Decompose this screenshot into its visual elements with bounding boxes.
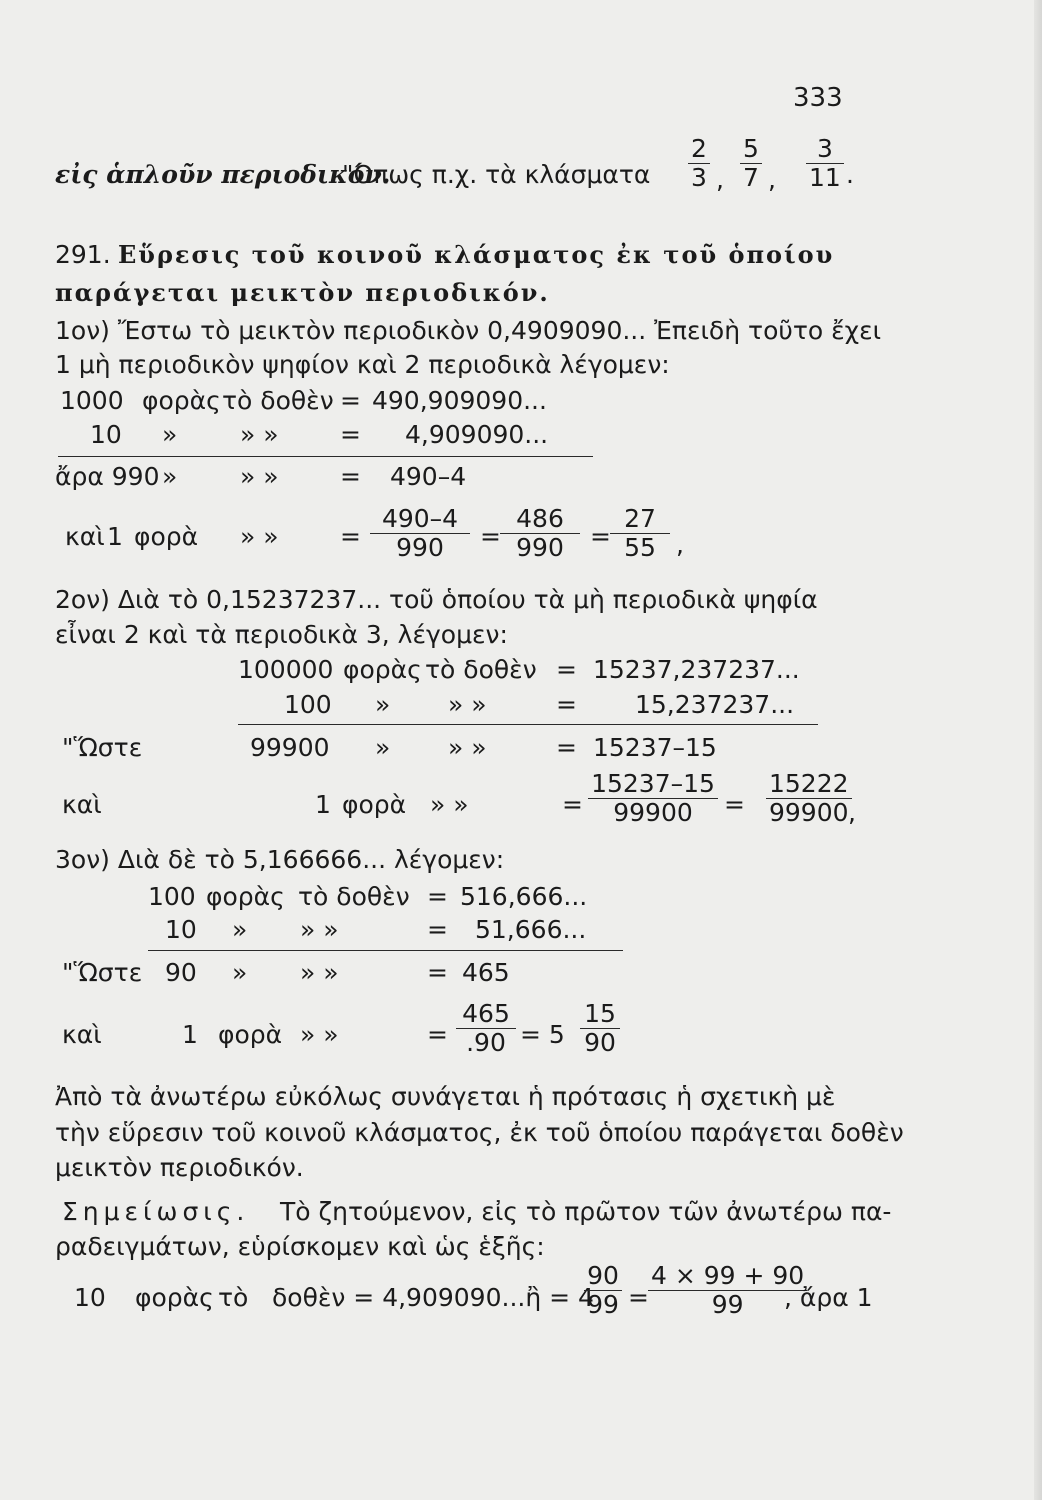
eq-cell: καὶ (62, 1020, 102, 1049)
page-number: 333 (793, 83, 843, 113)
note-label: Σημείωσις. (62, 1197, 250, 1226)
eq-cell: = (556, 655, 577, 684)
eq-cell: = (480, 522, 501, 551)
fraction: $\frac{15237-15}{99900}$ (588, 770, 718, 827)
eq-cell: = (340, 462, 361, 491)
eq-cell: 4,909090... (405, 420, 549, 449)
eq-cell: , ἄρα 1 (784, 1283, 873, 1312)
fraction: $\frac{4 \times 99 + 90}{99}$ (648, 1262, 807, 1319)
eq-cell: » » (240, 420, 279, 449)
eq-cell: , (848, 798, 856, 827)
eq-cell: » » (448, 733, 487, 762)
eq-cell: 1 (182, 1020, 198, 1049)
eq-cell: 516,666... (460, 882, 588, 911)
eq-cell: » (375, 733, 391, 762)
eq-cell: = (724, 790, 745, 819)
text-line: Ἀπὸ τὰ ἀνωτέρω εὐκόλως συνάγεται ἡ πρότασις ἡ σχετικὴ μὲ (55, 1082, 836, 1111)
sum-rule (148, 950, 623, 951)
eq-cell: 465 (462, 958, 510, 987)
eq-cell: = (340, 420, 361, 449)
eq-cell: » » (430, 790, 469, 819)
section-title: παράγεται μεικτὸν περιοδικόν. (55, 278, 550, 307)
text: , (768, 165, 776, 194)
eq-cell: 15237–15 (593, 733, 717, 762)
eq-cell: 90 (165, 958, 197, 987)
eq-cell: » » (448, 690, 487, 719)
eq-cell: 1 (315, 790, 331, 819)
text-line: 3ον) Διὰ δὲ τὸ 5,166666... λέγομεν: (55, 845, 505, 874)
eq-cell: τὸ δοθὲν (425, 655, 537, 684)
eq-cell: 15237,237237... (593, 655, 800, 684)
eq-cell: = (340, 522, 361, 551)
fraction: $\frac{490-4}{990}$ (370, 505, 470, 562)
eq-cell: τὸ δοθὲν (298, 882, 410, 911)
text-line: 1ον) Ἔστω τὸ μεικτὸν περιοδικὸν 0,4909090... Ἐπειδὴ τοῦτο ἔχει (55, 316, 882, 345)
text-line: ραδειγμάτων, εὑρίσκομεν καὶ ὡς ἑξῆς: (55, 1232, 545, 1261)
fraction: $\frac{90}{99}$ (584, 1262, 622, 1319)
eq-cell: καὶ (62, 790, 102, 819)
eq-cell: 1000 (60, 386, 124, 415)
eq-cell: 10 (165, 915, 197, 944)
eq-cell: = (628, 1283, 649, 1312)
eq-cell: = (556, 690, 577, 719)
section-number: 291. (55, 240, 111, 269)
eq-cell: τὸ δοθὲν (222, 386, 334, 415)
eq-cell: » (162, 420, 178, 449)
eq-cell: τὸ (218, 1283, 249, 1312)
eq-cell: = (427, 882, 448, 911)
eq-cell: 10 (74, 1283, 106, 1312)
eq-cell: = (427, 915, 448, 944)
eq-cell: = (562, 790, 583, 819)
eq-cell: = (556, 733, 577, 762)
eq-cell: φορὰς (142, 386, 221, 415)
text-line: μεικτὸν περιοδικόν. (55, 1153, 304, 1182)
text-line: "Οπως π.χ. τὰ κλάσματα (342, 160, 651, 189)
eq-cell: 15,237237... (635, 690, 795, 719)
eq-cell: 99900 (250, 733, 330, 762)
eq-cell: 1 (107, 522, 123, 551)
section-title: Εὕρεσις τοῦ κοινοῦ κλάσματος ἐκ τοῦ ὁποίου (118, 240, 835, 269)
eq-cell: 100000 (238, 655, 334, 684)
eq-cell: = (427, 958, 448, 987)
fraction: $\frac{15}{90}$ (580, 1000, 620, 1057)
eq-cell: » (375, 690, 391, 719)
eq-cell: φορὰς (135, 1283, 214, 1312)
eq-cell: , (676, 530, 684, 559)
text: . (846, 160, 854, 189)
eq-cell: 100 (148, 882, 196, 911)
eq-cell: = (340, 386, 361, 415)
eq-cell: φορὰς (343, 655, 422, 684)
fraction: $\frac{2}{3}$ (688, 135, 710, 192)
fraction: $\frac{27}{55}$ (610, 505, 670, 562)
text-line: 1 μὴ περιοδικὸν ψηφίον καὶ 2 περιοδικὰ λέγομεν: (55, 350, 670, 379)
sum-rule (58, 456, 593, 457)
text-line: τὴν εὕρεσιν τοῦ κοινοῦ κλάσματος, ἐκ τοῦ ὁποίου παράγεται δοθὲν (55, 1118, 904, 1147)
fraction: $\frac{5}{7}$ (740, 135, 762, 192)
text-line: εἰς ἁπλοῦν περιοδικόν. (55, 160, 391, 189)
eq-cell: φορὰ (218, 1020, 283, 1049)
fraction: $\frac{3}{11}$ (806, 135, 844, 192)
eq-cell: = (590, 522, 611, 551)
eq-cell: » (232, 915, 248, 944)
eq-cell: 100 (284, 690, 332, 719)
eq-cell: = (427, 1020, 448, 1049)
eq-cell: φορὰ (342, 790, 407, 819)
text-line: Τὸ ζητούμενον, εἰς τὸ πρῶτον τῶν ἀνωτέρω πα- (280, 1197, 892, 1226)
eq-cell: φορὰς (206, 882, 285, 911)
sum-rule (238, 724, 818, 725)
eq-cell: 490,909090... (372, 386, 547, 415)
text-line: 2ον) Διὰ τὸ 0,15237237... τοῦ ὁποίου τὰ μὴ περιοδικὰ ψηφία (55, 585, 818, 614)
eq-cell: » » (300, 1020, 339, 1049)
fraction: $\frac{465}{.90}$ (456, 1000, 516, 1057)
eq-cell: » » (240, 462, 279, 491)
eq-cell: » » (300, 915, 339, 944)
eq-cell: "Ὥστε (62, 958, 143, 987)
eq-cell: "Ὥστε (62, 733, 143, 762)
eq-cell: 490–4 (390, 462, 467, 491)
scan-edge (1034, 0, 1042, 1500)
eq-cell: » » (300, 958, 339, 987)
eq-cell: » (162, 462, 178, 491)
eq-cell: » (232, 958, 248, 987)
eq-cell: » » (240, 522, 279, 551)
eq-cell: 51,666... (475, 915, 587, 944)
text-line: εἶναι 2 καὶ τὰ περιοδικὰ 3, λέγομεν: (55, 620, 508, 649)
fraction: $\frac{15222}{99900}$ (766, 770, 852, 827)
eq-cell: = 5 (520, 1020, 565, 1049)
eq-cell: ἄρα 990 (55, 462, 160, 491)
eq-cell: 10 (90, 420, 122, 449)
fraction: $\frac{486}{990}$ (500, 505, 580, 562)
text: , (716, 165, 724, 194)
eq-cell: καὶ (65, 522, 105, 551)
eq-cell: δοθὲν = 4,909090...ἢ = 4 (272, 1283, 594, 1312)
eq-cell: φορὰ (134, 522, 199, 551)
